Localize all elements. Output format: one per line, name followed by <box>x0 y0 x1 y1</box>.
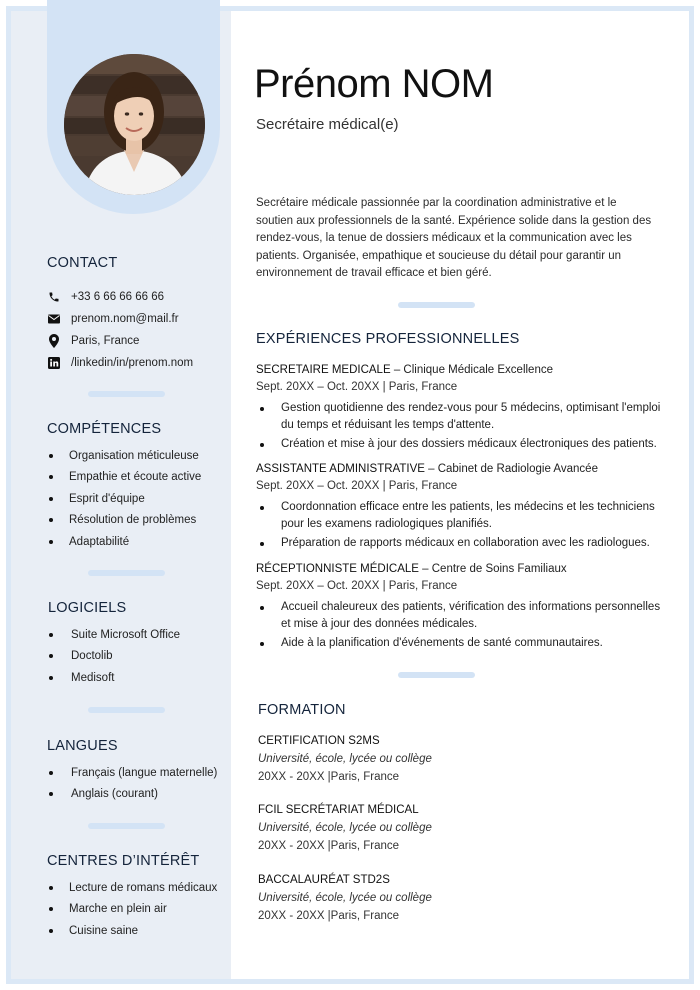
contact-heading: CONTACT <box>47 255 118 271</box>
contact-email: prenom.nom@mail.fr <box>71 313 179 325</box>
education-meta: 20XX - 20XX |Paris, France <box>258 840 400 852</box>
experience-heading: EXPÉRIENCES PROFESSIONNELLES <box>256 331 520 347</box>
software-list <box>49 624 180 689</box>
interests-list <box>49 877 217 942</box>
list-item: Suite Microsoft Office <box>49 624 180 646</box>
job-entry <box>256 362 671 454</box>
list-item: Résolution de problèmes <box>49 510 201 532</box>
contact-item-linkedin <box>47 352 193 374</box>
education-degree: CERTIFICATION S2MS <box>258 735 380 747</box>
list-item: Lecture de romans médicaux <box>49 877 217 899</box>
interests-heading: CENTRES D’INTÉRÊT <box>47 853 200 869</box>
contact-item-email <box>47 308 193 330</box>
list-item: Création et mise à jour des dossiers médicaux électroniques des patients. <box>256 436 671 453</box>
phone-icon <box>47 290 61 304</box>
list-item: Français (langue maternelle) <box>49 762 217 784</box>
contact-location: Paris, France <box>71 335 140 347</box>
list-item: Marche en plein air <box>49 899 217 921</box>
profile-summary: Secrétaire médicale passionnée par la coordination administrative et le soutien aux professionnels de la santé. Expérience solide dans la gestion des rendez-vous, la tenue de dossiers médicaux et la communication avec les patients. Organisée, empathique et soucieuse du détail pour garantir un environnement de travail efficace et bien géré. <box>256 197 652 279</box>
job-meta: Sept. 20XX – Oct. 20XX | Paris, France <box>256 381 458 393</box>
software-heading: LOGICIELS <box>48 600 127 616</box>
contact-item-location <box>47 330 193 352</box>
job-title: Secrétaire médical(e) <box>256 116 399 133</box>
list-item: Adaptabilité <box>49 531 201 553</box>
education-school: Université, école, lycée ou collège <box>258 892 432 904</box>
linkedin-icon <box>47 356 61 370</box>
job-company: – Cabinet de Radiologie Avancée <box>424 463 598 475</box>
contact-phone: +33 6 66 66 66 66 <box>71 291 165 303</box>
list-item: Préparation de rapports médicaux en collaboration avec les radiologues. <box>256 535 671 552</box>
education-degree: BACCALAURÉAT STD2S <box>258 874 390 886</box>
education-entry <box>258 801 658 855</box>
education-entry <box>258 732 658 786</box>
list-item: Coordonnation efficace entre les patients, les médecins et les techniciens pour les examens radiologiques planifiés. <box>256 499 671 533</box>
candidate-name: Prénom NOM <box>254 62 494 106</box>
list-item: Anglais (courant) <box>49 784 217 806</box>
contact-list <box>47 286 193 374</box>
list-item: Accueil chaleureux des patients, vérification des informations personnelles et mise à jour des données médicales. <box>256 599 671 633</box>
job-entry <box>256 461 671 553</box>
list-item: Gestion quotidienne des rendez-vous pour 5 médecins, optimisant l'emploi du temps et réduisant les temps d'attente. <box>256 400 671 434</box>
job-tasks <box>256 499 671 552</box>
job-role: ASSISTANTE ADMINISTRATIVE <box>256 463 425 475</box>
job-tasks <box>256 400 671 453</box>
list-item: Esprit d'équipe <box>49 488 201 510</box>
job-company: – Clinique Médicale Excellence <box>390 364 553 376</box>
job-entry <box>256 561 671 653</box>
list-item: Medisoft <box>49 667 180 689</box>
education-meta: 20XX - 20XX |Paris, France <box>258 910 400 922</box>
languages-heading: LANGUES <box>47 738 118 754</box>
list-item: Empathie et écoute active <box>49 467 201 489</box>
list-item: Doctolib <box>49 646 180 668</box>
contact-linkedin: /linkedin/in/prenom.nom <box>71 357 194 369</box>
section-divider <box>88 707 165 713</box>
list-item: Aide à la planification d'événements de santé communautaires. <box>256 635 671 652</box>
education-entry <box>258 871 658 925</box>
job-role: RÉCEPTIONNISTE MÉDICALE <box>256 563 419 575</box>
education-meta: 20XX - 20XX |Paris, France <box>258 771 400 783</box>
section-divider <box>398 302 475 308</box>
list-item: Cuisine saine <box>49 920 217 942</box>
profile-photo <box>64 54 205 195</box>
education-school: Université, école, lycée ou collège <box>258 753 432 765</box>
section-divider <box>88 823 165 829</box>
education-school: Université, école, lycée ou collège <box>258 822 432 834</box>
job-role: SECRETAIRE MEDICALE <box>256 364 391 376</box>
job-tasks <box>256 599 671 652</box>
job-meta: Sept. 20XX – Oct. 20XX | Paris, France <box>256 580 458 592</box>
contact-item-phone <box>47 286 193 308</box>
job-meta: Sept. 20XX – Oct. 20XX | Paris, France <box>256 480 458 492</box>
section-divider <box>398 672 475 678</box>
section-divider <box>88 391 165 397</box>
location-pin-icon <box>47 334 61 348</box>
list-item: Organisation méticuleuse <box>49 445 201 467</box>
section-divider <box>88 570 165 576</box>
skills-list <box>49 445 201 553</box>
skills-heading: COMPÉTENCES <box>47 421 162 437</box>
education-heading: FORMATION <box>258 702 346 718</box>
mail-icon <box>47 312 61 326</box>
languages-list <box>49 762 217 805</box>
job-company: – Centre de Soins Familiaux <box>418 563 567 575</box>
education-degree: FCIL SECRÉTARIAT MÉDICAL <box>258 804 419 816</box>
